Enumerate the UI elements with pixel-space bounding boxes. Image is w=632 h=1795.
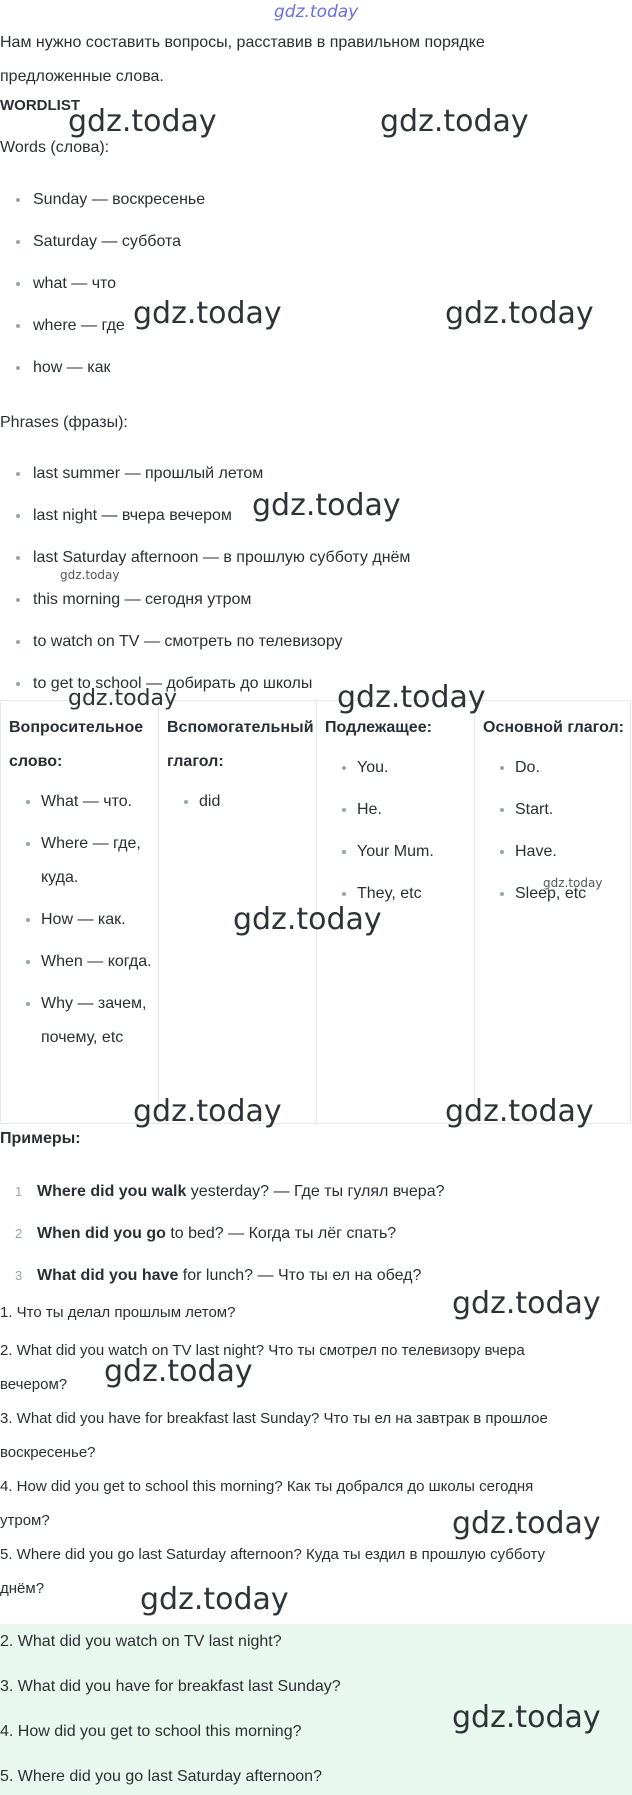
words-list — [0, 186, 205, 396]
watermark: gdz.today — [337, 680, 486, 715]
list-item: what — что — [0, 270, 205, 312]
bullet-icon — [500, 850, 504, 854]
bullet-icon — [342, 850, 346, 854]
bullet-icon — [184, 800, 188, 804]
list-item: 1 Where did you walk yesterday? — Где ты гулял вчера? — [15, 1183, 445, 1200]
list-item: 3 What did you have for lunch? — Что ты ел на обед? — [15, 1267, 422, 1284]
answer-line: воскресенье? — [0, 1444, 96, 1461]
list-item: You. — [317, 751, 474, 785]
list-item: where — где — [0, 312, 205, 354]
list-item: how — как — [0, 354, 205, 396]
final-answer: 5. Where did you go last Saturday afternoon? — [0, 1768, 322, 1785]
intro-line-1: Нам нужно составить вопросы, расставив в правильном порядке — [0, 34, 485, 51]
watermark: gdz.today — [543, 876, 603, 890]
site-header-link[interactable]: gdz.today — [274, 2, 359, 22]
column-header: Основной глагол: — [483, 719, 624, 736]
bullet-icon — [16, 640, 20, 644]
list-item: Start. — [475, 793, 630, 827]
bullet-icon — [342, 808, 346, 812]
list-item: did — [159, 785, 316, 819]
bullet-icon — [16, 514, 20, 518]
bullet-icon — [500, 808, 504, 812]
watermark: gdz.today — [445, 1094, 594, 1129]
watermark: gdz.today — [233, 902, 382, 937]
bullet-icon — [342, 766, 346, 770]
answer-line: 2. What did you watch on TV last night? Что ты смотрел по телевизору вчера — [0, 1342, 525, 1359]
list-item: Do. — [475, 751, 630, 785]
answer-line: днём? — [0, 1580, 45, 1597]
answer-line: 5. Where did you go last Saturday afternoon? Куда ты ездил в прошлую субботу — [0, 1546, 546, 1563]
bullet-icon — [26, 1002, 30, 1006]
list-item: to watch on TV — смотреть по телевизору — [0, 628, 410, 670]
column-header: Подлежащее: — [325, 719, 432, 736]
watermark: gdz.today — [445, 296, 594, 331]
examples-list — [0, 1178, 444, 1304]
watermark: gdz.today — [104, 1354, 253, 1389]
bullet-icon — [26, 800, 30, 804]
list-item: How — как. — [1, 903, 158, 937]
watermark: gdz.today — [140, 1582, 289, 1617]
answers-block — [0, 1296, 632, 1606]
bullet-icon — [16, 556, 20, 560]
list-item: He. — [317, 793, 474, 827]
watermark: gdz.today — [68, 686, 178, 711]
answer-line: 3. What did you have for breakfast last Sunday? Что ты ел на завтрак в прошлое — [0, 1410, 548, 1427]
column-list — [317, 751, 474, 911]
final-answer: 4. How did you get to school this morning? — [0, 1723, 302, 1740]
bullet-icon — [16, 598, 20, 602]
bullet-icon — [16, 198, 20, 202]
list-item: Why — зачем, почему, etc — [1, 987, 158, 1055]
final-answer: 3. What did you have for breakfast last Sunday? — [0, 1678, 341, 1695]
table-column-question-word — [1, 701, 158, 1123]
list-item: last Saturday afternoon — в прошлую субботу днём — [0, 544, 410, 586]
list-item: Saturday — суббота — [0, 228, 205, 270]
list-item: 2 When did you go to bed? — Когда ты лёг спать? — [15, 1225, 397, 1242]
list-item: What — что. — [1, 785, 158, 819]
answer-line: 1. Что ты делал прошлым летом? — [0, 1304, 236, 1321]
list-item: When — когда. — [1, 945, 158, 979]
wordlist-title: WORDLIST — [0, 97, 80, 114]
list-item: this morning — сегодня утром — [0, 586, 410, 628]
list-item: They, etc — [317, 877, 474, 911]
watermark: gdz.today — [452, 1700, 601, 1735]
bullet-icon — [500, 892, 504, 896]
column-list — [1, 785, 158, 1055]
watermark: gdz.today — [60, 568, 120, 582]
bullet-icon — [16, 324, 20, 328]
bullet-icon — [16, 682, 20, 686]
list-item: Sunday — воскресенье — [0, 186, 205, 228]
list-item: last night — вчера вечером — [0, 502, 410, 544]
bullet-icon — [26, 918, 30, 922]
phrases-title: Phrases (фразы): — [0, 414, 128, 431]
bullet-icon — [16, 240, 20, 244]
watermark: gdz.today — [452, 1286, 601, 1321]
bullet-icon — [16, 366, 20, 370]
bullet-icon — [16, 472, 20, 476]
list-item: Where — где, куда. — [1, 827, 158, 895]
examples-title: Примеры: — [0, 1130, 81, 1147]
list-item: to get to school — добирать до школы — [0, 670, 410, 712]
final-answer: 2. What did you watch on TV last night? — [0, 1633, 282, 1650]
bullet-icon — [342, 892, 346, 896]
column-list — [159, 785, 316, 819]
answer-line: 4. How did you get to school this morning? Как ты добрался до школы сегодня — [0, 1478, 534, 1495]
answer-line: вечером? — [0, 1376, 68, 1393]
column-header: Вопросительное слово: — [9, 719, 144, 770]
bullet-icon — [16, 282, 20, 286]
bullet-icon — [26, 960, 30, 964]
watermark: gdz.today — [133, 296, 282, 331]
words-title: Words (слова): — [0, 139, 110, 156]
list-item: Sleep, etc — [475, 877, 630, 911]
watermark: gdz.today — [252, 488, 401, 523]
bullet-icon — [500, 766, 504, 770]
bullet-icon — [26, 842, 30, 846]
watermark: gdz.today — [133, 1094, 282, 1129]
table-column-main-verb — [474, 701, 630, 1123]
answer-line: утром? — [0, 1512, 50, 1529]
list-item: Have. — [475, 835, 630, 869]
list-item: Your Mum. — [317, 835, 474, 869]
watermark: gdz.today — [452, 1506, 601, 1541]
list-item: last summer — прошлый летом — [0, 460, 410, 502]
intro-line-2: предложенные слова. — [0, 68, 164, 85]
column-header: Вспомогательный глагол: — [167, 719, 314, 770]
watermark: gdz.today — [68, 104, 217, 139]
watermark: gdz.today — [380, 104, 529, 139]
